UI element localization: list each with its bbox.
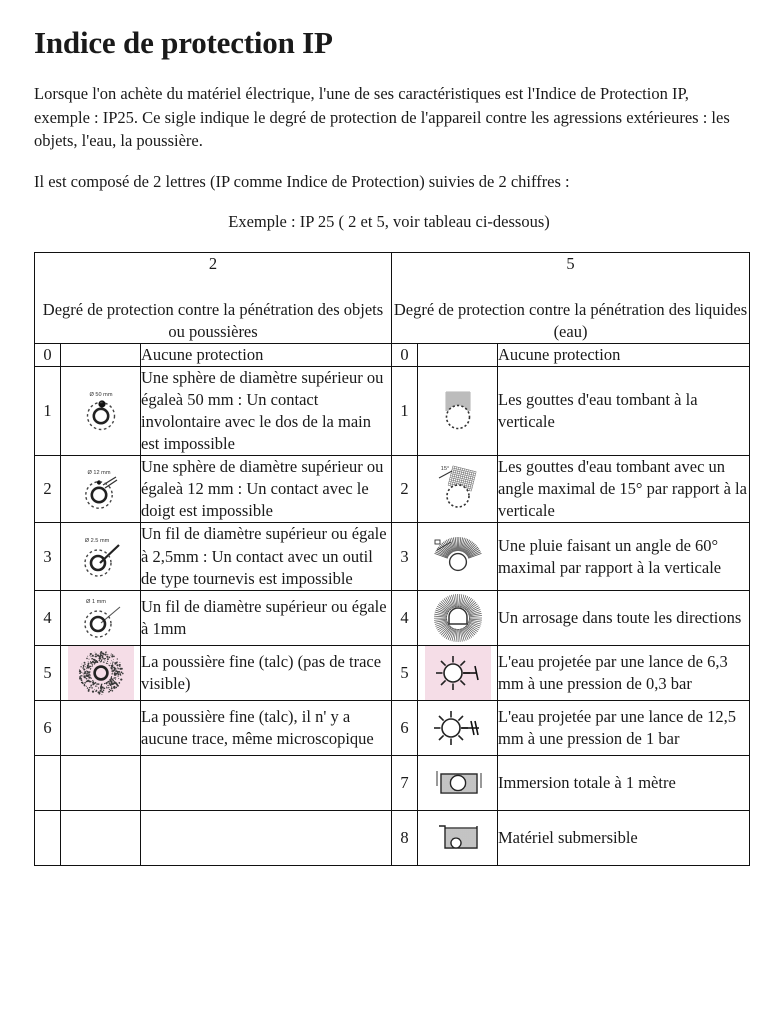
objects-index-cell: 3 bbox=[35, 523, 61, 590]
liquids-description-cell: L'eau projetée par une lance de 12,5 mm à une pression de 1 bar bbox=[498, 700, 750, 755]
objects-icon-cell bbox=[61, 700, 141, 755]
page-title: Indice de protection IP bbox=[34, 25, 333, 60]
header-left-title: Degré de protection contre la pénétration des objets ou poussières bbox=[42, 299, 384, 341]
objects-icon-wrap bbox=[61, 530, 141, 584]
liquids-description-cell: Matériel submersible bbox=[498, 810, 750, 865]
liquids-description-cell: Une pluie faisant un angle de 60° maximal par rapport à la verticale bbox=[498, 523, 750, 590]
table-row bbox=[35, 366, 750, 455]
liquids-icon-wrap bbox=[418, 591, 498, 645]
liquids-description-cell: Les gouttes d'eau tombant avec un angle maximal de 15° par rapport à la verticale bbox=[498, 456, 750, 523]
liquids-index-cell: 7 bbox=[392, 755, 418, 810]
objects-index-cell: 5 bbox=[35, 645, 61, 700]
header-right-digit: 5 bbox=[566, 253, 575, 273]
liquids-icon-cell bbox=[418, 456, 498, 523]
liquids-icon-wrap bbox=[418, 701, 498, 755]
objects-description-cell bbox=[141, 810, 392, 865]
wire-2-5mm-tool-icon bbox=[68, 530, 134, 584]
objects-icon-wrap bbox=[61, 384, 141, 438]
objects-icon-cell bbox=[61, 523, 141, 590]
objects-icon-cell bbox=[61, 456, 141, 523]
objects-icon-cell bbox=[61, 590, 141, 645]
liquids-icon-cell bbox=[418, 755, 498, 810]
objects-description-cell: Un fil de diamètre supérieur ou égale à 2,5mm : Un contact avec un outil de type tournevis est impossible bbox=[141, 523, 392, 590]
liquids-index-cell: 0 bbox=[392, 343, 418, 366]
spray-all-directions-icon bbox=[425, 591, 491, 645]
liquids-index-cell: 8 bbox=[392, 810, 418, 865]
table-header-row bbox=[35, 252, 750, 343]
objects-icon-cell bbox=[61, 645, 141, 700]
liquids-index-cell: 3 bbox=[392, 523, 418, 590]
header-objects-column bbox=[35, 252, 392, 343]
objects-icon-cell bbox=[61, 343, 141, 366]
sphere-12mm-finger-icon bbox=[68, 462, 134, 516]
objects-icon-cell bbox=[61, 810, 141, 865]
example-line: Exemple : IP 25 ( 2 et 5, voir tableau ci-dessous) bbox=[228, 211, 550, 231]
svg-text:Ø 12 mm: Ø 12 mm bbox=[87, 470, 111, 477]
svg-text:Ø 2.5 mm: Ø 2.5 mm bbox=[84, 537, 110, 544]
table-row bbox=[35, 343, 750, 366]
intro-paragraph-1: Lorsque l'on achète du matériel électrique, l'une de ses caractéristiques est l'Indice de Protection IP, exemple : IP25. Ce sigle indique le degré de protection de l'appareil contre les agressions extérieures : les objets, l'eau, la poussière. bbox=[34, 84, 730, 150]
liquids-icon-cell bbox=[418, 810, 498, 865]
liquids-icon-cell bbox=[418, 366, 498, 455]
liquids-icon-wrap bbox=[418, 646, 498, 700]
objects-index-cell: 4 bbox=[35, 590, 61, 645]
liquids-description-cell: Aucune protection bbox=[498, 343, 750, 366]
liquids-icon-wrap bbox=[418, 530, 498, 584]
sphere-50mm-icon bbox=[68, 384, 134, 438]
liquids-index-cell: 6 bbox=[392, 700, 418, 755]
objects-index-cell bbox=[35, 810, 61, 865]
table-row bbox=[35, 523, 750, 590]
liquids-icon-wrap bbox=[418, 462, 498, 516]
table-body bbox=[35, 343, 750, 865]
liquids-index-cell: 4 bbox=[392, 590, 418, 645]
table-row bbox=[35, 590, 750, 645]
dust-talc-icon bbox=[68, 646, 134, 700]
ip-protection-table bbox=[34, 252, 750, 866]
objects-index-cell: 6 bbox=[35, 700, 61, 755]
header-liquids-column bbox=[392, 252, 750, 343]
objects-index-cell: 1 bbox=[35, 366, 61, 455]
objects-icon-wrap bbox=[61, 646, 141, 700]
drip-15deg-icon bbox=[425, 462, 491, 516]
objects-icon-cell bbox=[61, 755, 141, 810]
header-left-digit: 2 bbox=[208, 253, 218, 273]
table-row bbox=[35, 700, 750, 755]
objects-description-cell: Aucune protection bbox=[141, 343, 392, 366]
liquids-icon-cell bbox=[418, 645, 498, 700]
objects-icon-wrap bbox=[61, 591, 141, 645]
liquids-icon-cell bbox=[418, 523, 498, 590]
liquids-description-cell: Les gouttes d'eau tombant à la verticale bbox=[498, 366, 750, 455]
liquids-index-cell: 2 bbox=[392, 456, 418, 523]
objects-icon-cell bbox=[61, 366, 141, 455]
table-row bbox=[35, 755, 750, 810]
svg-text:15°: 15° bbox=[440, 466, 450, 473]
objects-description-cell bbox=[141, 755, 392, 810]
liquids-description-cell: L'eau projetée par une lance de 6,3 mm à une pression de 0,3 bar bbox=[498, 645, 750, 700]
liquids-index-cell: 5 bbox=[392, 645, 418, 700]
objects-index-cell: 2 bbox=[35, 456, 61, 523]
liquids-icon-cell bbox=[418, 700, 498, 755]
objects-description-cell: La poussière fine (talc), il n' y a aucune trace, même microscopique bbox=[141, 700, 392, 755]
liquids-index-cell: 1 bbox=[392, 366, 418, 455]
table-row bbox=[35, 810, 750, 865]
objects-description-cell: La poussière fine (talc) (pas de trace visible) bbox=[141, 645, 392, 700]
wire-1mm-icon bbox=[68, 591, 134, 645]
rain-60deg-icon bbox=[425, 530, 491, 584]
table-row bbox=[35, 456, 750, 523]
objects-description-cell: Une sphère de diamètre supérieur ou égaleà 12 mm : Un contact avec le doigt est impossible bbox=[141, 456, 392, 523]
svg-text:Ø 50 mm: Ø 50 mm bbox=[89, 391, 113, 398]
liquids-description-cell: Un arrosage dans toute les directions bbox=[498, 590, 750, 645]
liquids-icon-wrap bbox=[418, 811, 498, 865]
header-right-title: Degré de protection contre la pénétration des liquides (eau) bbox=[393, 299, 748, 341]
jet-6-3mm-icon bbox=[425, 646, 491, 700]
jet-12-5mm-icon bbox=[425, 701, 491, 755]
objects-icon-wrap bbox=[61, 462, 141, 516]
svg-text:Ø 1 mm: Ø 1 mm bbox=[86, 598, 106, 605]
submersible-icon bbox=[425, 811, 491, 865]
liquids-icon-wrap bbox=[418, 384, 498, 438]
objects-description-cell: Une sphère de diamètre supérieur ou égaleà 50 mm : Un contact involontaire avec le dos de la main est impossible bbox=[141, 366, 392, 455]
liquids-icon-cell bbox=[418, 343, 498, 366]
liquids-description-cell: Immersion totale à 1 mètre bbox=[498, 755, 750, 810]
objects-index-cell bbox=[35, 755, 61, 810]
immersion-1m-icon bbox=[425, 756, 491, 810]
liquids-icon-wrap bbox=[418, 756, 498, 810]
intro-paragraph-2: Il est composé de 2 lettres (IP comme Indice de Protection) suivies de 2 chiffres : bbox=[34, 172, 570, 192]
objects-index-cell: 0 bbox=[35, 343, 61, 366]
liquids-icon-cell bbox=[418, 590, 498, 645]
objects-description-cell: Un fil de diamètre supérieur ou égale à 1mm bbox=[141, 590, 392, 645]
table-row bbox=[35, 645, 750, 700]
drip-vertical-icon bbox=[425, 384, 491, 438]
